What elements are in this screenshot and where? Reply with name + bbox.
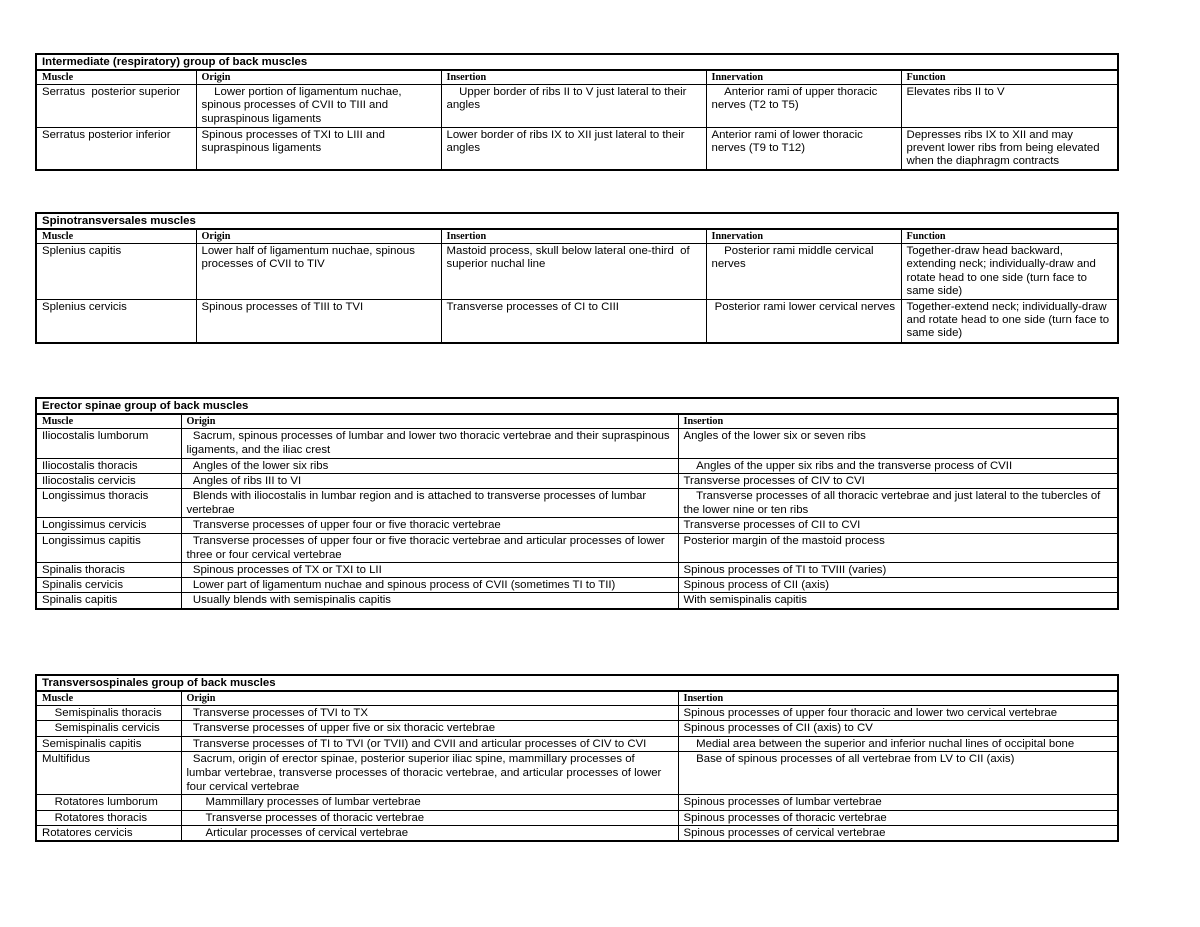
muscle-cell: Iliocostalis lumborum: [36, 429, 181, 458]
insertion-cell: Base of spinous processes of all vertebrae from LV to CII (axis): [678, 751, 1118, 795]
column-header: Insertion: [678, 414, 1118, 429]
muscle-cell: Spinalis thoracis: [36, 563, 181, 578]
origin-cell: Lower half of ligamentum nuchae, spinous processes of CVII to TIV: [196, 244, 441, 300]
insertion-cell: Angles of the lower six or seven ribs: [678, 429, 1118, 458]
insertion-cell: Posterior margin of the mastoid process: [678, 533, 1118, 562]
origin-cell: Spinous processes of TX or TXI to LII: [181, 563, 678, 578]
column-header: Origin: [181, 414, 678, 429]
innervation-cell: Anterior rami of upper thoracic nerves (T2 to T5): [706, 85, 901, 128]
muscle-cell: Serratus posterior inferior: [36, 127, 196, 170]
insertion-cell: Transverse processes of CII to CVI: [678, 518, 1118, 533]
insertion-cell: Transverse processes of CIV to CVI: [678, 473, 1118, 488]
muscle-cell: Multifidus: [36, 751, 181, 795]
table-row: [36, 736, 1118, 751]
origin-cell: Blends with iliocostalis in lumbar region and is attached to transverse processes of lumbar vertebrae: [181, 489, 678, 518]
table-row: [36, 795, 1118, 810]
muscle-cell: Splenius cervicis: [36, 300, 196, 343]
origin-cell: Sacrum, origin of erector spinae, posterior superior iliac spine, mammillary processes of lumbar vertebrae, transverse processes of thoracic vertebrae, and articular processes of lower four cervical vertebrae: [181, 751, 678, 795]
column-header: Origin: [196, 229, 441, 244]
table-row: [36, 429, 1118, 458]
table-title: Spinotransversales muscles: [36, 213, 1118, 229]
origin-cell: Lower part of ligamentum nuchae and spinous process of CVII (sometimes TI to TII): [181, 578, 678, 593]
table-title: Transversospinales group of back muscles: [36, 675, 1118, 691]
muscle-cell: Semispinalis thoracis: [36, 706, 181, 721]
origin-cell: Transverse processes of TVI to TX: [181, 706, 678, 721]
table-row: [36, 518, 1118, 533]
table-row: [36, 721, 1118, 736]
function-cell: Depresses ribs IX to XII and may prevent lower ribs from being elevated when the diaphragm contracts: [901, 127, 1118, 170]
innervation-cell: Anterior rami of lower thoracic nerves (T9 to T12): [706, 127, 901, 170]
column-header: Function: [901, 70, 1118, 85]
table-row: [36, 127, 1118, 170]
table-title: Intermediate (respiratory) group of back muscles: [36, 54, 1118, 70]
origin-cell: Sacrum, spinous processes of lumbar and lower two thoracic vertebrae and their supraspinous ligaments, and the iliac crest: [181, 429, 678, 458]
insertion-cell: Spinous processes of CII (axis) to CV: [678, 721, 1118, 736]
insertion-cell: Transverse processes of CI to CIII: [441, 300, 706, 343]
transversospinales-table: [35, 674, 1119, 842]
insertion-cell: With semispinalis capitis: [678, 593, 1118, 609]
erector-spinae-table: [35, 397, 1119, 610]
insertion-cell: Spinous processes of cervical vertebrae: [678, 825, 1118, 841]
table-row: [36, 489, 1118, 518]
column-header: Innervation: [706, 229, 901, 244]
origin-cell: Usually blends with semispinalis capitis: [181, 593, 678, 609]
table-row: [36, 825, 1118, 841]
insertion-cell: Medial area between the superior and inferior nuchal lines of occipital bone: [678, 736, 1118, 751]
muscle-cell: Iliocostalis cervicis: [36, 473, 181, 488]
table-row: [36, 751, 1118, 795]
muscle-cell: Semispinalis cervicis: [36, 721, 181, 736]
origin-cell: Transverse processes of thoracic vertebrae: [181, 810, 678, 825]
origin-cell: Articular processes of cervical vertebrae: [181, 825, 678, 841]
insertion-cell: Spinous processes of thoracic vertebrae: [678, 810, 1118, 825]
origin-cell: Mammillary processes of lumbar vertebrae: [181, 795, 678, 810]
column-header: Muscle: [36, 229, 196, 244]
muscle-cell: Iliocostalis thoracis: [36, 458, 181, 473]
insertion-cell: Spinous processes of lumbar vertebrae: [678, 795, 1118, 810]
table-row: [36, 244, 1118, 300]
origin-cell: Angles of ribs III to VI: [181, 473, 678, 488]
muscle-cell: Longissimus cervicis: [36, 518, 181, 533]
origin-cell: Transverse processes of upper four or five thoracic vertebrae and articular processes of lower three or four cervical vertebrae: [181, 533, 678, 562]
origin-cell: Transverse processes of TI to TVI (or TVII) and CVII and articular processes of CIV to CVI: [181, 736, 678, 751]
innervation-cell: Posterior rami middle cervical nerves: [706, 244, 901, 300]
spinotransversales-table: [35, 212, 1119, 344]
table-row: [36, 578, 1118, 593]
table-title: Erector spinae group of back muscles: [36, 398, 1118, 414]
insertion-cell: Spinous process of CII (axis): [678, 578, 1118, 593]
insertion-cell: Upper border of ribs II to V just lateral to their angles: [441, 85, 706, 128]
muscle-cell: Rotatores thoracis: [36, 810, 181, 825]
column-header: Muscle: [36, 70, 196, 85]
origin-cell: Lower portion of ligamentum nuchae, spinous processes of CVII to TIII and supraspinous ligaments: [196, 85, 441, 128]
column-header: Origin: [196, 70, 441, 85]
table-row: [36, 458, 1118, 473]
insertion-cell: Spinous processes of upper four thoracic and lower two cervical vertebrae: [678, 706, 1118, 721]
function-cell: Together-draw head backward, extending neck; individually-draw and rotate head to one side (turn face to same side): [901, 244, 1118, 300]
insertion-cell: Angles of the upper six ribs and the transverse process of CVII: [678, 458, 1118, 473]
muscle-cell: Rotatores cervicis: [36, 825, 181, 841]
origin-cell: Spinous processes of TIII to TVI: [196, 300, 441, 343]
column-header: Muscle: [36, 414, 181, 429]
origin-cell: Transverse processes of upper four or five thoracic vertebrae: [181, 518, 678, 533]
column-header: Function: [901, 229, 1118, 244]
insertion-cell: Spinous processes of TI to TVIII (varies): [678, 563, 1118, 578]
column-header: Insertion: [441, 70, 706, 85]
origin-cell: Spinous processes of TXI to LIII and supraspinous ligaments: [196, 127, 441, 170]
column-header: Innervation: [706, 70, 901, 85]
column-header: Insertion: [441, 229, 706, 244]
muscle-cell: Spinalis cervicis: [36, 578, 181, 593]
muscle-cell: Splenius capitis: [36, 244, 196, 300]
origin-cell: Angles of the lower six ribs: [181, 458, 678, 473]
insertion-cell: Transverse processes of all thoracic vertebrae and just lateral to the tubercles of the lower nine or ten ribs: [678, 489, 1118, 518]
muscle-cell: Longissimus thoracis: [36, 489, 181, 518]
table-row: [36, 300, 1118, 343]
muscle-cell: Rotatores lumborum: [36, 795, 181, 810]
table-row: [36, 810, 1118, 825]
table-row: [36, 593, 1118, 609]
table-row: [36, 533, 1118, 562]
innervation-cell: Posterior rami lower cervical nerves: [706, 300, 901, 343]
column-header: Muscle: [36, 691, 181, 706]
intermediate-group-table: [35, 53, 1119, 171]
function-cell: Together-extend neck; individually-draw and rotate head to one side (turn face to same side): [901, 300, 1118, 343]
table-row: [36, 85, 1118, 128]
column-header: Origin: [181, 691, 678, 706]
column-header: Insertion: [678, 691, 1118, 706]
muscle-cell: Serratus posterior superior: [36, 85, 196, 128]
table-row: [36, 473, 1118, 488]
table-row: [36, 563, 1118, 578]
table-row: [36, 706, 1118, 721]
insertion-cell: Mastoid process, skull below lateral one-third of superior nuchal line: [441, 244, 706, 300]
muscle-cell: Spinalis capitis: [36, 593, 181, 609]
origin-cell: Transverse processes of upper five or six thoracic vertebrae: [181, 721, 678, 736]
muscle-cell: Longissimus capitis: [36, 533, 181, 562]
insertion-cell: Lower border of ribs IX to XII just lateral to their angles: [441, 127, 706, 170]
muscle-cell: Semispinalis capitis: [36, 736, 181, 751]
function-cell: Elevates ribs II to V: [901, 85, 1118, 128]
